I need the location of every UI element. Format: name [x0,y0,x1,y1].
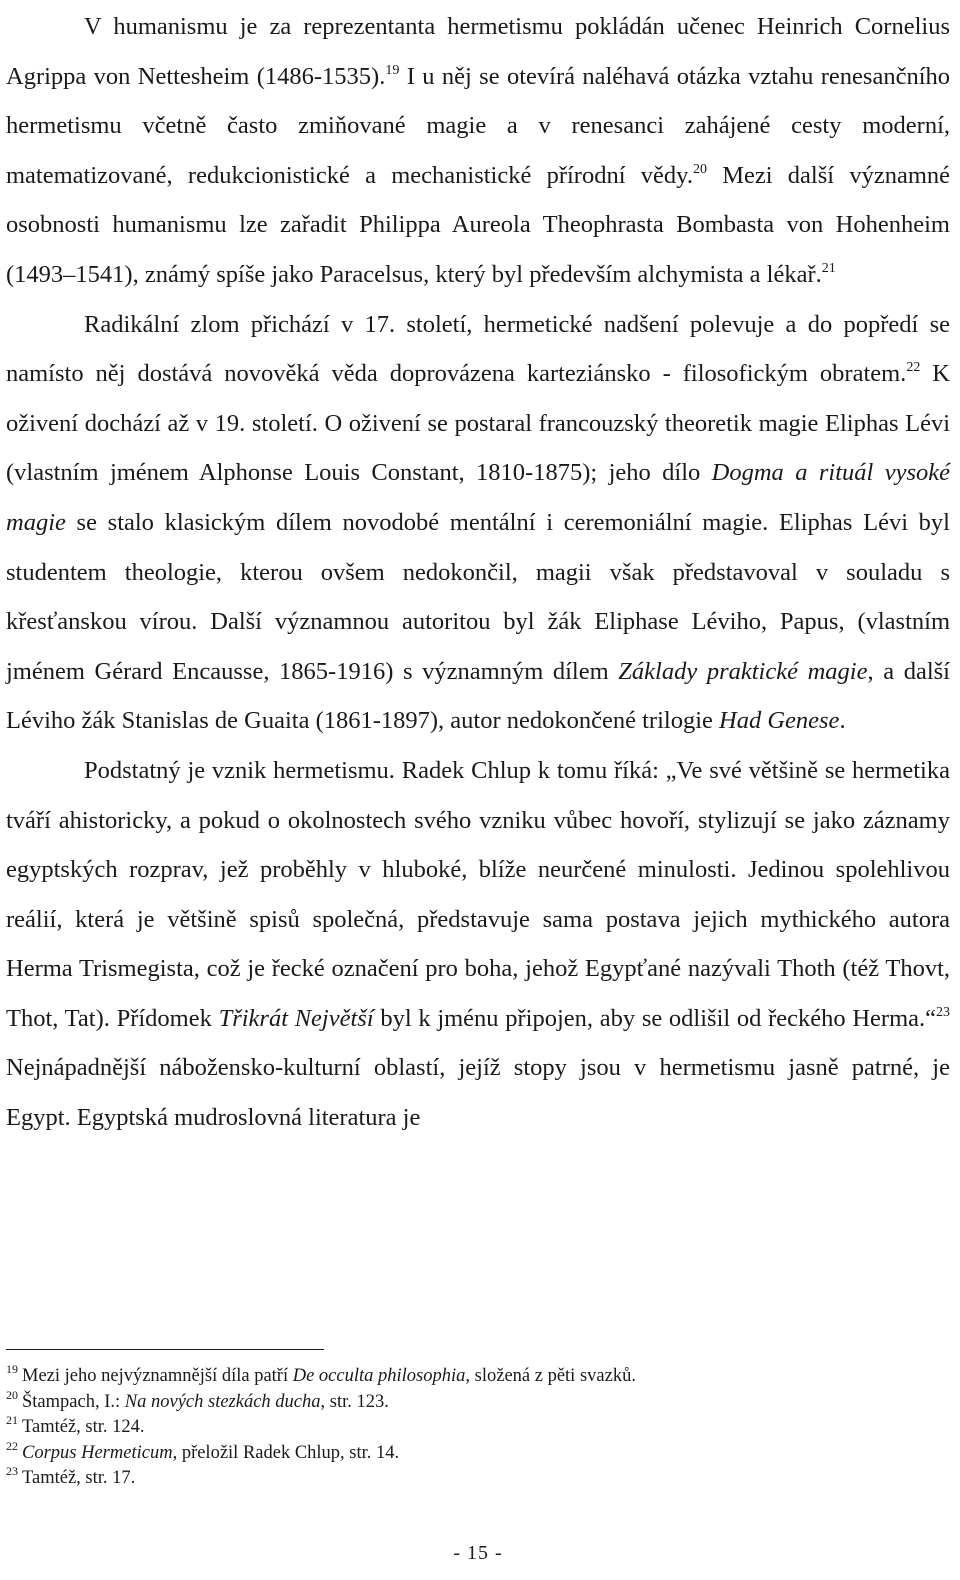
text-run: , přeložil Radek Chlup, str. 14. [172,1442,400,1463]
text-run: V humanismu je za reprezentanta hermetismu pokládán učenec Heinrich Cornelius Agrippa von Nettesheim (1486-1535). [6,13,950,90]
footnote-number: 20 [6,1387,18,1402]
page-number: - 15 - [453,1542,503,1564]
footnote-20 [6,1387,950,1416]
text-run: . [839,707,846,735]
footnotes [6,1364,950,1492]
footnote-number: 19 [6,1362,18,1376]
paragraph-3 [6,746,950,1143]
footnote-separator [6,1349,324,1350]
italic-title: Na nových stezkách ducha [124,1391,321,1412]
italic-title: Corpus Hermeticum [22,1442,173,1463]
footnote-reference: 19 [385,62,400,78]
footnote-reference: 22 [906,360,921,376]
body-text [6,0,950,1143]
footnote-reference: 23 [936,1004,950,1020]
footnote-number: 22 [6,1438,18,1453]
footnote-19 [6,1364,950,1390]
text-run: byl k jménu připojen, aby se odlišil od řeckého Herma.“ [373,1004,936,1032]
footnote-22 [6,1438,950,1467]
footnote-reference: 20 [692,161,707,177]
text-run: , složená z pěti svazků. [465,1366,636,1386]
italic-title: Základy praktické magie [618,657,868,685]
text-run: Nejnápadnější nábožensko-kulturní oblastí, jejíž stopy jsou v hermetismu jasně patrné, je Egypt. Egyptská mudroslovná literatura je [6,1054,950,1132]
text-run: Mezi jeho nejvýznamnější díla patří [22,1366,293,1386]
document-page [6,0,951,1564]
footnote-number: 23 [6,1464,18,1478]
italic-title: Třikrát Největší [218,1004,374,1032]
italic-title: Dogma a rituál vysoké magie [6,459,950,536]
footnote-21 [6,1415,950,1441]
footnote-23 [6,1466,950,1492]
text-run: Radikální zlom přichází v 17. století, hermetické nadšení polevuje a do popředí se namísto něj dostává novověká věda doprovázena karteziánsko - filosofickým obratem. [6,310,950,388]
text-run: , str. 123. [320,1391,389,1412]
italic-title: De occulta philosophia [292,1366,466,1386]
text-run: K oživení dochází až v 19. století. O oživení se postaral francouzský theoretik magie Eliphas Lévi (vlastním jménem Alphonse Louis Constant, 1810-1875); jeho dílo [6,360,950,487]
italic-title: Had Genese [719,707,840,735]
paragraph-2 [6,300,950,746]
paragraph-1 [6,2,950,300]
text-run: I u něj se otevírá naléhavá otázka vztahu renesančního hermetismu včetně často zmiňované magie a v renesanci zahájené cesty moderní, matematizované, redukcionistické a mechanistické přírodní vědy. [6,62,951,189]
text-run: se stalo klasickým dílem novodobé mentální i ceremoniální magie. Eliphas Lévi byl studentem theologie, kterou ovšem nedokončil, magii však představoval v souladu s křesťanskou vírou. Další významnou autoritou byl žák Eliphase Léviho, Papus, (vlastním jménem Gérard Encausse, 1865-1916) s významným dílem [6,508,950,685]
text-run: Mezi další významné osobnosti humanismu lze zařadit Philippa Aureola Theophrasta Bombasta von Hohenheim (1493–1541), známý spíše jako Paracelsus, který byl především alchymista a lékař. [6,161,951,288]
footnote-reference: 21 [821,260,836,276]
text-run: Podstatný je vznik hermetismu. Radek Chlup k tomu říká: „Ve své většině se hermetika tváří ahistoricky, a pokud o okolnostech svého vzniku vůbec hovoří, stylizují se jako záznamy egyptských rozprav, jež proběhly v hluboké, blíže neurčené minulosti. Jedinou spolehlivou reálií, která je většině spisů společná, představuje sama postava jejich mythického autora Herma Trismegista, což je řecké označení pro boha, jehož Egypťané nazývali Thoth (též Thovt, Thot, Tat). Přídomek [6,756,950,1032]
text-run: Štampach, I.: [22,1391,125,1412]
footnote-number: 21 [6,1413,18,1427]
text-run: Tamtéž, str. 124. [22,1417,145,1437]
text-run: , a další Léviho žák Stanislas de Guaita (1861-1897), autor nedokončené trilogie [6,657,950,735]
text-run: Tamtéž, str. 17. [22,1468,136,1488]
